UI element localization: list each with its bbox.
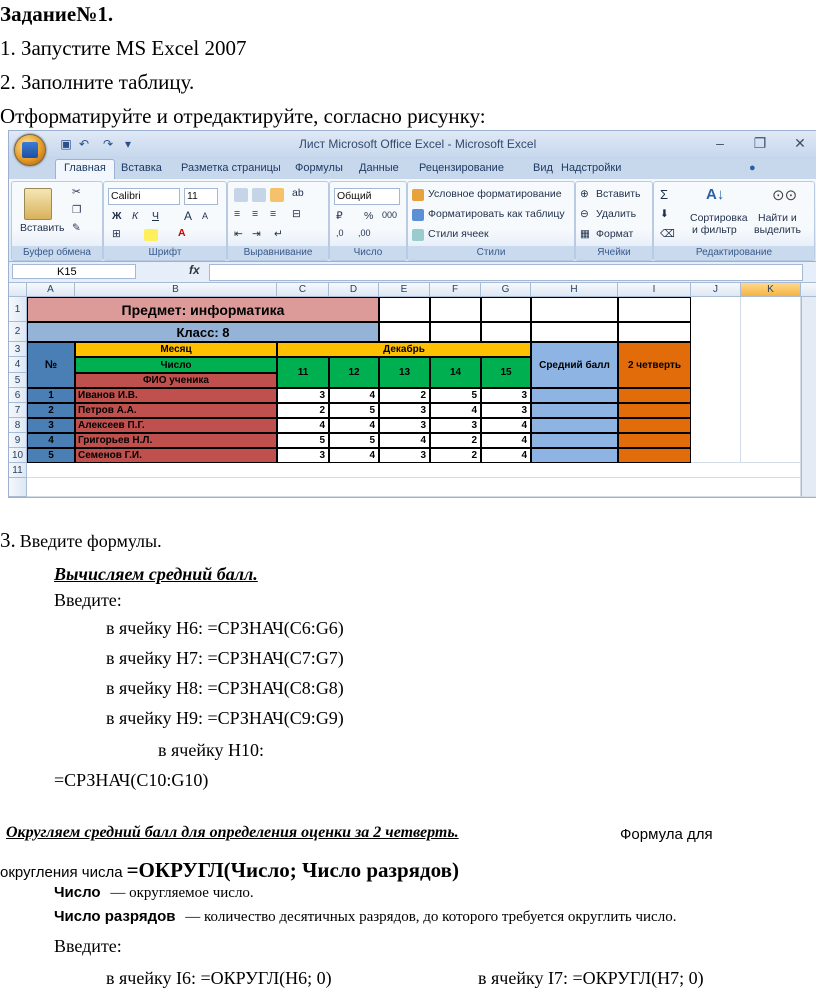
col-header-c[interactable]: C xyxy=(277,283,329,297)
binoculars-icon: ⊙⊙ xyxy=(772,187,798,204)
insert-function-button[interactable]: fx xyxy=(189,263,200,277)
cell-grade[interactable]: 4 xyxy=(277,418,329,433)
group-label-styles: Стили xyxy=(408,246,574,260)
step-2-detail: Отформатируйте и отредактируйте, согласно рисунку: xyxy=(0,104,486,128)
cell-student-name[interactable]: Григорьев Н.Л. xyxy=(75,433,277,448)
avg-heading: Вычисляем средний балл. xyxy=(54,564,258,584)
cell-quarter-header[interactable]: 2 четверть xyxy=(618,342,691,388)
step-2: 2. Заполните таблицу. xyxy=(0,70,195,94)
col-header-g[interactable]: G xyxy=(481,283,531,297)
cell-class[interactable]: Класс: 8 xyxy=(27,322,379,342)
window-title: Лист Microsoft Office Excel - Microsoft Excel xyxy=(299,137,537,151)
cell-h1[interactable] xyxy=(531,297,618,322)
clear-icon[interactable]: ⌫ xyxy=(660,228,675,240)
cell-student-number[interactable]: 1 xyxy=(27,388,75,403)
cell-quarter-grade[interactable] xyxy=(618,403,691,418)
row-header-2[interactable]: 2 xyxy=(9,322,27,342)
step-3-text: Введите формулы. xyxy=(19,531,162,551)
group-label-alignment: Выравнивание xyxy=(228,246,328,260)
align-left-icon[interactable]: ≡ xyxy=(234,208,241,220)
tab-addins[interactable]: Надстройки xyxy=(561,162,622,174)
cell-day-11[interactable]: 11 xyxy=(277,357,329,388)
fill-color-icon[interactable] xyxy=(144,229,158,241)
cell-grade[interactable]: 2 xyxy=(277,403,329,418)
font-size-select[interactable]: 11 xyxy=(184,188,218,205)
col-j-empty[interactable] xyxy=(691,297,741,463)
group-label-font: Шрифт xyxy=(104,246,226,260)
font-name-select[interactable]: Calibri xyxy=(108,188,180,205)
cell-fio[interactable]: ФИО ученика xyxy=(75,373,277,388)
cell-grade[interactable]: 4 xyxy=(329,448,379,463)
cell-subject[interactable]: Предмет: информатика xyxy=(27,297,379,322)
round-formula: =ОКРУГЛ(Число; Число разрядов) xyxy=(126,858,459,882)
title-bar xyxy=(9,131,816,159)
arg-1-name: Число xyxy=(54,884,101,901)
cell-g2[interactable] xyxy=(481,322,531,342)
insert-cells-button[interactable]: Вставить xyxy=(596,188,641,200)
help-icon[interactable]: ● xyxy=(749,162,756,174)
tab-formulas[interactable]: Формулы xyxy=(295,162,343,174)
redo-icon[interactable]: ↷ xyxy=(102,137,114,151)
cell-f1[interactable] xyxy=(430,297,481,322)
format-painter-icon[interactable]: ✎ xyxy=(72,222,81,234)
cell-avg-header[interactable]: Средний балл xyxy=(531,342,618,388)
group-label-clipboard: Буфер обмена xyxy=(12,246,102,260)
tab-insert[interactable]: Вставка xyxy=(121,162,162,174)
wrap-text-icon[interactable]: ↵ xyxy=(274,228,283,240)
cut-icon[interactable]: ✂ xyxy=(72,186,81,198)
task-title: Задание№1. xyxy=(0,2,114,26)
cell-i1[interactable] xyxy=(618,297,691,322)
cell-grade[interactable]: 4 xyxy=(481,448,531,463)
autosum-icon[interactable]: Σ xyxy=(660,187,669,202)
cell-grade[interactable]: 4 xyxy=(379,433,430,448)
cell-average[interactable] xyxy=(531,448,618,463)
cell-student-number[interactable]: 4 xyxy=(27,433,75,448)
paste-button[interactable]: Вставить xyxy=(20,222,65,234)
row-11-empty[interactable] xyxy=(27,463,801,478)
cell-e1[interactable] xyxy=(379,297,430,322)
cell-grade[interactable]: 3 xyxy=(379,448,430,463)
cell-student-number[interactable]: 5 xyxy=(27,448,75,463)
col-header-d[interactable]: D xyxy=(329,283,379,297)
delete-cells-icon: ⊖ xyxy=(580,208,589,220)
cell-grade[interactable]: 4 xyxy=(329,388,379,403)
cell-grade[interactable]: 5 xyxy=(277,433,329,448)
office-button[interactable] xyxy=(14,134,46,166)
cell-average[interactable] xyxy=(531,418,618,433)
merge-center-icon[interactable]: ⊟ xyxy=(292,208,301,220)
group-label-number: Число xyxy=(330,246,406,260)
cell-styles-icon xyxy=(412,229,424,241)
borders-icon[interactable]: ⊞ xyxy=(112,228,121,240)
tab-review[interactable]: Рецензирование xyxy=(419,162,504,174)
bold-button[interactable]: Ж xyxy=(112,210,122,222)
conditional-format-icon xyxy=(412,189,424,201)
undo-icon[interactable]: ↶ xyxy=(78,137,90,151)
cell-styles-button[interactable]: Стили ячеек xyxy=(428,228,489,240)
round-intro-line xyxy=(0,858,459,883)
cell-grade[interactable]: 5 xyxy=(329,403,379,418)
tab-home[interactable]: Главная xyxy=(55,159,115,181)
cell-grade[interactable]: 3 xyxy=(277,448,329,463)
formula-input[interactable] xyxy=(209,264,803,281)
cell-h2[interactable] xyxy=(531,322,618,342)
sort-filter-icon: A↓ xyxy=(706,186,725,203)
round-heading: Округляем средний балл для определения оценки за 2 четверть. xyxy=(6,824,459,841)
cell-grade[interactable]: 2 xyxy=(430,433,481,448)
arg-2-line xyxy=(54,908,676,926)
format-table-icon xyxy=(412,209,424,221)
step-1: 1. Запустите MS Excel 2007 xyxy=(0,36,247,60)
col-header-i[interactable]: I xyxy=(618,283,691,297)
cell-f2[interactable] xyxy=(430,322,481,342)
formula-h7: в ячейку H7: =СРЗНАЧ(C7:G7) xyxy=(106,648,344,668)
cell-quarter-grade[interactable] xyxy=(618,418,691,433)
close-icon[interactable]: ✕ xyxy=(794,135,806,151)
format-cells-button[interactable]: Формат xyxy=(596,228,634,240)
align-center-icon[interactable]: ≡ xyxy=(252,208,259,220)
align-bottom-icon[interactable] xyxy=(270,188,284,202)
vertical-scrollbar[interactable] xyxy=(801,297,816,497)
name-box[interactable]: K15 xyxy=(12,264,136,279)
row-header-5[interactable]: 5 xyxy=(9,373,27,388)
italic-button[interactable]: К xyxy=(132,210,139,222)
formula-h8: в ячейку H8: =СРЗНАЧ(C8:G8) xyxy=(106,678,344,698)
cell-grade[interactable]: 5 xyxy=(329,433,379,448)
cell-grade[interactable]: 3 xyxy=(481,403,531,418)
align-middle-icon[interactable] xyxy=(252,188,266,202)
ribbon-tabs xyxy=(9,159,816,179)
group-label-editing: Редактирование xyxy=(654,246,814,260)
enter-label-1: Введите: xyxy=(54,590,122,610)
sort-filter-button[interactable]: Сортировка xyxy=(690,212,748,224)
row-header-1[interactable]: 1 xyxy=(9,297,27,322)
group-label-cells: Ячейки xyxy=(576,246,652,260)
cell-student-name[interactable]: Иванов И.В. xyxy=(75,388,277,403)
cell-grade[interactable]: 3 xyxy=(430,418,481,433)
align-top-icon[interactable] xyxy=(234,188,248,202)
col-header-e[interactable]: E xyxy=(379,283,430,297)
cell-quarter-grade[interactable] xyxy=(618,388,691,403)
cell-grade[interactable]: 4 xyxy=(481,433,531,448)
cell-average[interactable] xyxy=(531,403,618,418)
cell-grade[interactable]: 2 xyxy=(430,448,481,463)
row-header-7[interactable]: 7 xyxy=(9,403,27,418)
cell-g1[interactable] xyxy=(481,297,531,322)
format-cells-icon: ▦ xyxy=(580,228,590,240)
decrease-indent-icon[interactable]: ⇤ xyxy=(234,228,243,240)
tab-view[interactable]: Вид xyxy=(533,162,553,174)
find-select-button[interactable]: Найти и xyxy=(758,212,797,224)
cell-day-15[interactable]: 15 xyxy=(481,357,531,388)
arg-1-line xyxy=(54,884,254,902)
increase-indent-icon[interactable]: ⇥ xyxy=(252,228,261,240)
row-header-9[interactable]: 9 xyxy=(9,433,27,448)
group-font xyxy=(103,181,227,261)
enter-label-2: Введите: xyxy=(54,936,122,956)
grow-font-button[interactable]: A xyxy=(184,209,193,223)
percent-button[interactable]: % xyxy=(364,210,374,222)
cell-grade[interactable]: 5 xyxy=(430,388,481,403)
formula-i7: в ячейку I7: =ОКРУГЛ(H7; 0) xyxy=(478,968,704,988)
cell-grade[interactable]: 3 xyxy=(379,403,430,418)
ribbon xyxy=(9,179,816,262)
number-format-select[interactable]: Общий xyxy=(334,188,400,205)
row-header-11[interactable]: 11 xyxy=(9,463,27,478)
round-intro-a: Формула для xyxy=(620,826,713,843)
cell-grade[interactable]: 4 xyxy=(430,403,481,418)
cell-student-name[interactable]: Петров А.А. xyxy=(75,403,277,418)
cell-e2[interactable] xyxy=(379,322,430,342)
cell-student-name[interactable]: Алексеев П.Г. xyxy=(75,418,277,433)
paste-icon[interactable] xyxy=(24,188,52,220)
row-header-8[interactable]: 8 xyxy=(9,418,27,433)
group-alignment xyxy=(227,181,329,261)
formula-h10-value: =СРЗНАЧ(C10:G10) xyxy=(54,770,209,790)
maximize-icon[interactable]: ❐ xyxy=(753,135,767,151)
formula-i6: в ячейку I6: =ОКРУГЛ(H6; 0) xyxy=(106,968,332,988)
select-all-corner[interactable] xyxy=(9,283,27,297)
format-as-table-button[interactable]: Форматировать как таблицу xyxy=(428,208,565,220)
row-header-12 xyxy=(9,478,27,497)
group-styles xyxy=(407,181,575,261)
step-3 xyxy=(0,528,162,553)
worksheet-grid xyxy=(9,283,816,497)
cell-grade[interactable]: 3 xyxy=(379,418,430,433)
arg-1-desc: — округляемое число. xyxy=(110,885,254,901)
thousands-button[interactable]: 000 xyxy=(382,210,398,220)
step-3-number: 3. xyxy=(0,528,16,552)
cell-student-name[interactable]: Семенов Г.И. xyxy=(75,448,277,463)
formula-h10-label: в ячейку H10: xyxy=(158,740,264,760)
cell-number[interactable]: Число xyxy=(75,357,277,373)
row-header-4[interactable]: 4 xyxy=(9,357,27,373)
cell-december[interactable]: Декабрь xyxy=(277,342,531,357)
excel-window xyxy=(8,130,816,498)
cell-average[interactable] xyxy=(531,388,618,403)
group-number xyxy=(329,181,407,261)
cell-student-number[interactable]: 3 xyxy=(27,418,75,433)
cell-grade[interactable]: 2 xyxy=(379,388,430,403)
cell-quarter-grade[interactable] xyxy=(618,433,691,448)
save-icon[interactable]: ▣ xyxy=(60,137,72,151)
cell-quarter-grade[interactable] xyxy=(618,448,691,463)
round-intro-b: округления числа xyxy=(0,864,123,881)
group-cells xyxy=(575,181,653,261)
group-editing xyxy=(653,181,815,261)
col-header-b[interactable]: B xyxy=(75,283,277,297)
cell-month[interactable]: Месяц xyxy=(75,342,277,357)
col-header-h[interactable]: H xyxy=(531,283,618,297)
col-header-j[interactable]: J xyxy=(691,283,741,297)
cell-day-14[interactable]: 14 xyxy=(430,357,481,388)
tab-data[interactable]: Данные xyxy=(359,162,399,174)
cell-day-12[interactable]: 12 xyxy=(329,357,379,388)
font-color-icon[interactable]: A xyxy=(178,227,186,239)
formula-h6: в ячейку H6: =СРЗНАЧ(C6:G6) xyxy=(106,618,344,638)
cell-grade[interactable]: 3 xyxy=(481,388,531,403)
col-header-k[interactable]: K xyxy=(741,283,801,297)
col-header-f[interactable]: F xyxy=(430,283,481,297)
sort-filter-button-line2[interactable]: и фильтр xyxy=(692,224,737,236)
align-right-icon[interactable]: ≡ xyxy=(270,208,277,220)
row-header-6[interactable]: 6 xyxy=(9,388,27,403)
increase-decimal-icon[interactable]: ,0 xyxy=(336,228,344,238)
empty-row[interactable] xyxy=(27,478,801,497)
row-header-3[interactable]: 3 xyxy=(9,342,27,357)
arg-2-desc: — количество десятичных разрядов, до которого требуется округлить число. xyxy=(185,909,677,925)
office-logo-icon xyxy=(22,142,38,158)
minimize-icon[interactable]: – xyxy=(716,135,724,151)
cell-grade[interactable]: 4 xyxy=(481,418,531,433)
quick-access-chevron-icon[interactable]: ▾ xyxy=(124,137,132,151)
formula-h9: в ячейку H9: =СРЗНАЧ(C9:G9) xyxy=(106,708,344,728)
conditional-format-button[interactable]: Условное форматирование xyxy=(428,188,562,200)
formula-bar xyxy=(9,262,816,283)
copy-icon[interactable]: ❐ xyxy=(72,204,82,216)
cell-student-number[interactable]: 2 xyxy=(27,403,75,418)
cell-grade[interactable]: 4 xyxy=(329,418,379,433)
row-header-10[interactable]: 10 xyxy=(9,448,27,463)
fill-icon[interactable]: ⬇ xyxy=(660,208,669,220)
cell-i2[interactable] xyxy=(618,322,691,342)
col-header-a[interactable]: A xyxy=(27,283,75,297)
delete-cells-button[interactable]: Удалить xyxy=(596,208,637,220)
underline-button[interactable]: Ч xyxy=(152,210,159,222)
currency-icon[interactable]: ₽ xyxy=(336,210,343,222)
find-select-button-line2[interactable]: выделить xyxy=(754,224,802,236)
scrollbar-top[interactable] xyxy=(801,283,816,297)
orientation-icon[interactable]: ab xyxy=(292,187,304,199)
cell-day-13[interactable]: 13 xyxy=(379,357,430,388)
insert-cells-icon: ⊕ xyxy=(580,188,589,200)
cell-no-header[interactable]: № xyxy=(27,342,75,388)
cell-grade[interactable]: 3 xyxy=(277,388,329,403)
col-k-empty[interactable] xyxy=(741,297,801,463)
decrease-decimal-icon[interactable]: ,00 xyxy=(358,228,371,238)
tab-page-layout[interactable]: Разметка страницы xyxy=(181,162,281,174)
group-clipboard xyxy=(11,181,103,261)
arg-2-name: Число разрядов xyxy=(54,908,176,925)
cell-average[interactable] xyxy=(531,433,618,448)
shrink-font-button[interactable]: A xyxy=(202,211,209,221)
